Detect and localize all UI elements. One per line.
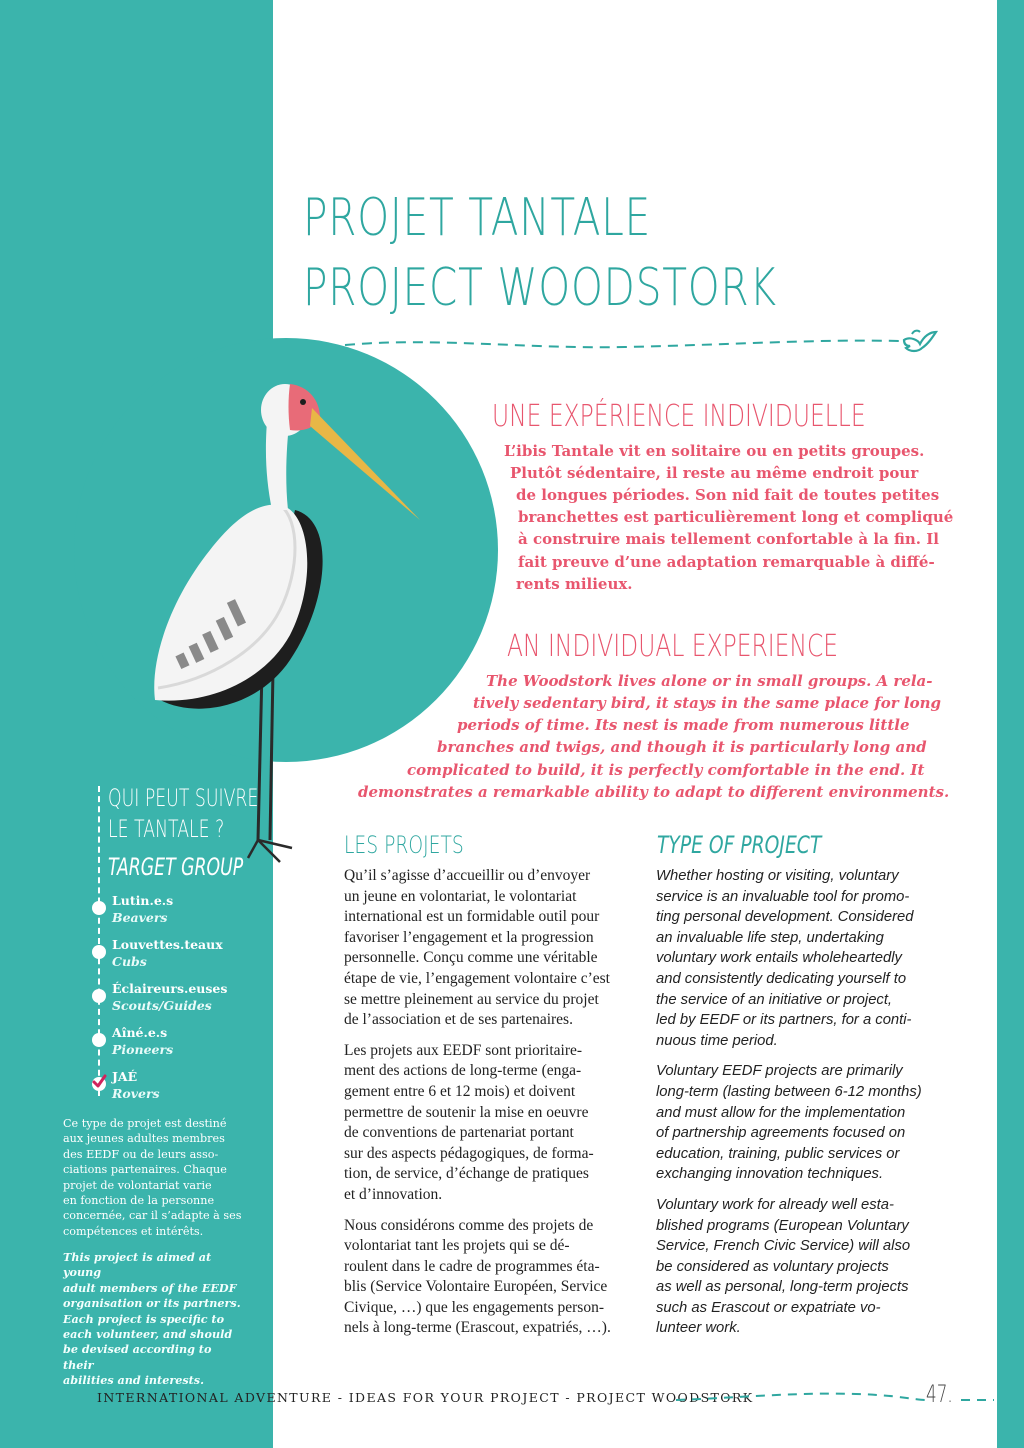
intro-fr-line: rents milieux.	[516, 575, 633, 593]
target-group-item	[112, 892, 173, 926]
group-label-fr: Lutin.e.s	[112, 893, 174, 908]
heading-les-projets: LES PROJETS	[344, 831, 464, 859]
intro-fr-line: branchettes est particulièrement long et compliqué	[518, 508, 954, 526]
target-group-item-selected	[112, 1068, 160, 1102]
paragraph: Whether hosting or visiting, voluntary service is an invaluable tool for promo- ting personal development. Considered an invaluable life step, undertaking voluntary work entails wholeheartedly and consistently dedicating yourself to the service of an initiative or project, led by EEDF or its partners, for a conti- nuous time period.	[656, 868, 914, 1049]
paragraph: Qu’il s’agisse d’accueillir ou d’envoyer un jeune en volontariat, le volontariat international est un formidable outil pour favoriser l’engagement et la progression personnelle. Conçu comme une véritable étape de vie, l’engagement volontaire c’est se mettre pleinement au service du projet de l’association et de ses partenaires.	[344, 867, 610, 1029]
group-label-en: Pioneers	[112, 1042, 174, 1057]
group-label-fr: Louvettes.teaux	[112, 937, 223, 952]
check-icon	[89, 1072, 109, 1092]
heading-individual-experience-en: AN INDIVIDUAL EXPERIENCE	[507, 629, 839, 664]
paragraph: Nous considérons comme des projets de volontariat tant les projets qui se dé- roulent dans le cadre de programmes éta- blis (Service Volontaire Européen, Service Civique, …) que les engagements person- nels à long-terme (Erascout, expatriés, …).	[344, 1216, 611, 1337]
timeline-line	[98, 786, 100, 1096]
intro-en-line: demonstrates a remarkable ability to adapt to different environments.	[358, 783, 950, 801]
right-teal-strip	[997, 0, 1024, 1448]
target-group-item	[112, 936, 223, 970]
heading-type-of-project: TYPE OF PROJECT	[657, 831, 822, 859]
page-number: 47.	[926, 1380, 953, 1408]
timeline-dot	[92, 1033, 106, 1047]
bird-icon	[900, 326, 940, 358]
intro-fr-line: L’ibis Tantale vit en solitaire ou en petits groupes.	[504, 442, 925, 460]
intro-fr-line: de longues périodes. Son nid fait de toutes petites	[516, 486, 940, 504]
intro-en-line: periods of time. Its nest is made from numerous little	[457, 716, 910, 734]
paragraph: Les projets aux EEDF sont prioritaire- ment des actions de long-terme (enga- gement entre 6 et 12 mois) et doivent permettre de soutenir la mise en oeuvre de conventions de partenariat portant sur des aspects pédagogiques, de forma- tion, de service, d’échange de pratiques et d’innovation.	[344, 1041, 594, 1203]
sidebar-heading-en: TARGET GROUP	[108, 853, 244, 881]
intro-fr-line: fait preuve d’une adaptation remarquable à diffé-	[518, 553, 935, 571]
target-group-item	[112, 1024, 173, 1058]
footer-running-title: INTERNATIONAL ADVENTURE - IDEAS FOR YOUR PROJECT - PROJECT WOODSTORK	[97, 1390, 754, 1405]
paragraph: Voluntary work for already well esta- blished programs (European Voluntary Service, French Civic Service) will also be considered as voluntary projects as well as personal, long-term projects such as Erascout or expatriate vo- lunteer work.	[656, 1196, 911, 1337]
projects-fr-body	[344, 866, 634, 1349]
intro-en-line: tively sedentary bird, it stays in the same place for long	[473, 694, 941, 712]
timeline-dot	[92, 945, 106, 959]
title-fr: PROJET TANTALE	[303, 188, 652, 248]
intro-en-line: complicated to build, it is perfectly comfortable in the end. It	[407, 761, 925, 779]
group-label-en: Scouts/Guides	[112, 998, 212, 1013]
timeline-dot	[92, 989, 106, 1003]
projects-en-body	[656, 866, 946, 1349]
intro-fr-line: à construire mais tellement confortable à la fin. Il	[518, 530, 939, 548]
group-label-fr: JAÉ	[112, 1069, 138, 1084]
group-label-fr: Aîné.e.s	[112, 1025, 168, 1040]
group-label-en: Cubs	[112, 954, 147, 969]
sidebar-description-en: This project is aimed at young adult members of the EEDF organisation or its partners. Each project is specific to each volunteer, and should be devised according to their abilities and interests.	[63, 1250, 241, 1388]
intro-en-line: branches and twigs, and though it is particularly long and	[437, 738, 927, 756]
title-en: PROJECT WOODSTORK	[303, 258, 777, 318]
sidebar-heading-fr-2: LE TANTALE ?	[108, 815, 225, 843]
intro-fr-line: Plutôt sédentaire, il reste au même endroit pour	[510, 464, 919, 482]
dashed-wave-divider	[345, 325, 905, 365]
paragraph: Voluntary EEDF projects are primarily long-term (lasting between 6-12 months) and must allow for the implementation of partnership agreements focused on education, training, public services or exchanging innovation techniques.	[656, 1063, 922, 1183]
timeline-dot	[92, 901, 106, 915]
group-label-en: Beavers	[112, 910, 168, 925]
intro-en-line: The Woodstork lives alone or in small groups. A rela-	[486, 672, 933, 690]
sidebar-description-fr: Ce type de projet est destiné aux jeunes adultes membres des EEDF ou de leurs asso- ciations partenaires. Chaque projet de volontariat varie en fonction de la personne concernée, car il s’adapte à ses compétences et intérêts.	[63, 1117, 242, 1238]
sidebar-heading-fr-1: QUI PEUT SUIVRE	[108, 784, 259, 812]
target-group-item	[112, 980, 227, 1014]
group-label-en: Rovers	[112, 1086, 160, 1101]
heading-individual-experience-fr: UNE EXPÉRIENCE INDIVIDUELLE	[492, 399, 866, 434]
group-label-fr: Éclaireurs.euses	[112, 981, 228, 996]
